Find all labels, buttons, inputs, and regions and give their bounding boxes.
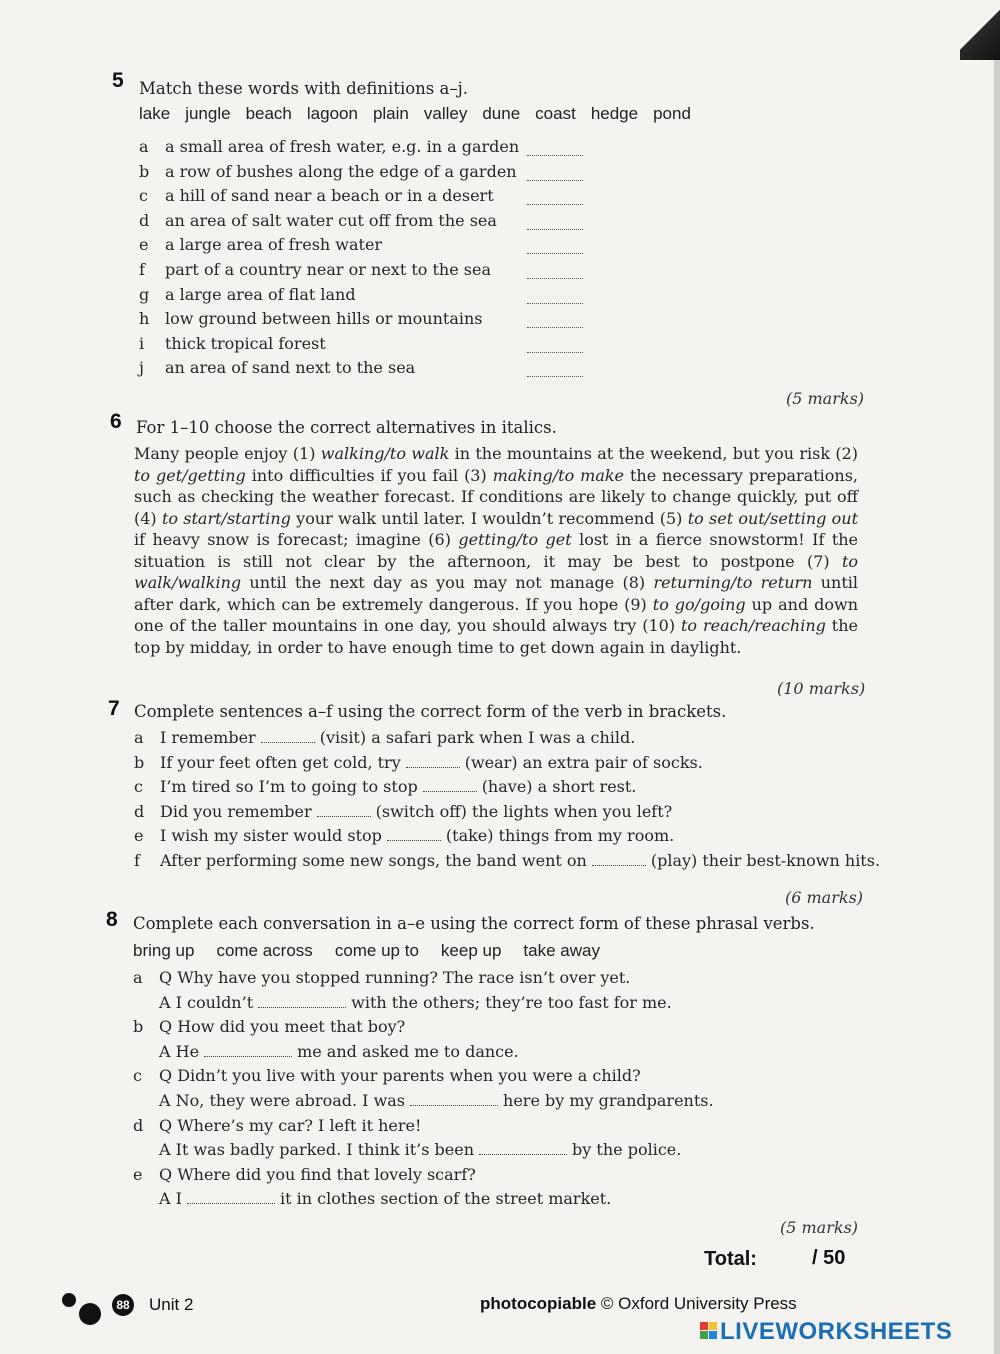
sentence-item <box>134 826 674 845</box>
sentence-start: Did you remember <box>160 801 312 821</box>
total-value: / 50 <box>812 1247 846 1269</box>
answer-blank[interactable] <box>527 204 583 205</box>
word-bank-item: lake <box>139 104 171 123</box>
question-text: Q How did you meet that boy? <box>159 1017 406 1037</box>
section-6-number: 6 <box>110 410 122 433</box>
item-text: a hill of sand near a beach or in a desert <box>165 186 494 206</box>
section-7-marks: (6 marks) <box>785 888 864 907</box>
item-letter: b <box>134 752 145 772</box>
answer-start: A I couldn’t <box>159 992 254 1012</box>
definition-item <box>139 309 483 328</box>
item-text: thick tropical forest <box>165 333 326 353</box>
definition-item <box>139 334 326 353</box>
item-text: a row of bushes along the edge of a garden <box>165 161 517 181</box>
sentence-start: After performing some new songs, the band went on <box>160 851 587 870</box>
item-letter: b <box>133 1017 144 1037</box>
answer-blank[interactable] <box>406 757 460 768</box>
footer-copyright <box>480 1294 797 1314</box>
section-8-number: 8 <box>106 908 118 931</box>
section-8-instruction: Complete each conversation in a–e using the correct form of these phrasal verbs. <box>133 914 815 933</box>
item-letter: f <box>134 851 140 870</box>
item-letter: c <box>134 777 143 797</box>
sentence-end: (play) their best-known hits. <box>650 851 881 870</box>
item-letter: d <box>133 1115 144 1135</box>
conversation-answer <box>159 1140 681 1159</box>
item-letter: e <box>139 235 149 255</box>
conversation-question <box>133 1165 476 1184</box>
item-letter: d <box>134 801 145 821</box>
phrasal-verb: come up to <box>334 941 419 960</box>
definition-item <box>139 137 519 156</box>
sentence-item <box>134 851 880 870</box>
item-letter: d <box>139 210 150 230</box>
answer-blank[interactable] <box>204 1046 292 1057</box>
item-letter: e <box>134 826 144 846</box>
conversation-question <box>133 1017 405 1036</box>
page-number: 88 <box>112 1294 134 1316</box>
sentence-item <box>134 728 635 747</box>
conversation-question <box>133 1066 641 1085</box>
section-6-paragraph <box>134 443 858 658</box>
conversation-answer <box>159 1042 519 1061</box>
choice-option[interactable]: walking/to walk <box>320 444 450 463</box>
answer-blank[interactable] <box>317 806 371 817</box>
definition-item <box>139 285 356 304</box>
sentence-item <box>134 777 636 796</box>
choice-option[interactable]: returning/to return <box>653 573 813 592</box>
word-bank-5 <box>139 104 706 124</box>
answer-start: A No, they were abroad. I was <box>159 1091 406 1110</box>
definition-item <box>139 186 494 205</box>
paragraph-text: until the next day as you may not manage (8) <box>241 573 654 592</box>
item-letter: h <box>139 309 150 329</box>
question-text: Q Didn’t you live with your parents when you were a child? <box>159 1066 641 1086</box>
item-letter: g <box>139 284 150 304</box>
word-bank-item: beach <box>245 104 292 123</box>
publisher-label: © Oxford University Press <box>596 1294 797 1313</box>
paragraph-text: if heavy snow is forecast; imagine (6) <box>134 530 459 549</box>
item-text: an area of salt water cut off from the sea <box>165 210 497 230</box>
section-5-marks: (5 marks) <box>786 389 865 408</box>
footer-dot-icon <box>79 1303 101 1325</box>
definition-item <box>139 235 382 254</box>
paragraph-text: in the mountains at the weekend, but you risk (2) <box>449 444 859 463</box>
choice-option[interactable]: getting/to get <box>458 530 572 549</box>
liveworksheets-watermark[interactable]: LIVEWORKSHEETS <box>720 1318 953 1345</box>
answer-end: here by my grandparents. <box>503 1091 714 1110</box>
answer-blank[interactable] <box>479 1144 567 1155</box>
phrasal-verb: come across <box>216 941 313 960</box>
answer-blank[interactable] <box>187 1193 275 1204</box>
section-6-marks: (10 marks) <box>777 679 866 698</box>
answer-blank[interactable] <box>527 303 583 304</box>
section-8-marks: (5 marks) <box>780 1218 859 1237</box>
word-bank-item: plain <box>372 104 409 123</box>
choice-option[interactable]: to reach/reaching <box>680 616 826 635</box>
sentence-end: (visit) a safari park when I was a child. <box>319 728 636 747</box>
answer-blank[interactable] <box>527 278 583 279</box>
answer-blank[interactable] <box>387 830 441 841</box>
sentence-item <box>134 753 703 772</box>
item-letter: a <box>139 137 149 156</box>
answer-end: me and asked me to dance. <box>297 1041 519 1061</box>
definition-item <box>139 260 491 279</box>
sentence-end: (switch off) the lights when you left? <box>375 801 673 821</box>
answer-end: by the police. <box>572 1140 682 1160</box>
item-letter: i <box>139 333 145 353</box>
question-text: Q Why have you stopped running? The race isn’t over yet. <box>159 968 631 987</box>
word-bank-item: coast <box>535 104 576 123</box>
word-bank-item: pond <box>653 104 691 123</box>
item-letter: a <box>133 968 143 987</box>
section-7-number: 7 <box>108 697 120 720</box>
item-text: a large area of fresh water <box>165 235 383 255</box>
answer-start: A It was badly parked. I think it’s been <box>159 1140 475 1160</box>
footer-dot-icon <box>62 1293 76 1307</box>
footer-unit: Unit 2 <box>149 1295 194 1314</box>
conversation-answer <box>159 993 672 1012</box>
paragraph-text: into difficulties if you fail (3) <box>245 465 493 485</box>
item-text: part of a country near or next to the sea <box>165 260 491 279</box>
section-5-number: 5 <box>112 69 124 92</box>
section-5-instruction: Match these words with definitions a–j. <box>139 79 468 98</box>
word-bank-item: lagoon <box>306 104 358 123</box>
answer-blank[interactable] <box>423 781 477 792</box>
answer-blank[interactable] <box>592 855 646 866</box>
item-text: a large area of flat land <box>165 284 356 304</box>
sentence-item <box>134 802 672 821</box>
choice-option[interactable]: to walk/walking <box>134 551 858 592</box>
answer-end: it in clothes section of the street market. <box>279 1189 612 1209</box>
answer-blank[interactable] <box>527 253 583 254</box>
answer-start: A He <box>159 1041 200 1061</box>
total-label: Total: <box>704 1248 757 1270</box>
answer-blank[interactable] <box>527 327 583 328</box>
paragraph-text: up and down one of the taller mountains in one day, you should always try (10) <box>134 594 859 635</box>
item-text: low ground between hills or mountains <box>165 309 483 329</box>
definition-item <box>139 211 497 230</box>
item-letter: e <box>133 1164 143 1184</box>
answer-blank[interactable] <box>410 1095 498 1106</box>
item-letter: f <box>139 260 145 279</box>
choice-option[interactable]: to get/getting <box>134 465 246 485</box>
sentence-start: I wish my sister would stop <box>160 826 382 846</box>
phrasal-verb: keep up <box>440 941 502 960</box>
word-bank-item: valley <box>423 104 468 123</box>
item-letter: c <box>133 1066 142 1086</box>
answer-blank[interactable] <box>261 732 315 743</box>
sentence-end: (wear) an extra pair of socks. <box>464 752 703 772</box>
answer-blank[interactable] <box>527 376 583 377</box>
sentence-end: (take) things from my room. <box>445 826 675 846</box>
paragraph-text: your walk until later. I wouldn’t recommend (5) <box>290 508 688 528</box>
sentence-end: (have) a short rest. <box>481 777 637 797</box>
item-text: an area of sand next to the sea <box>165 358 416 378</box>
photocopiable-label: photocopiable <box>480 1294 597 1313</box>
conversation-question <box>133 1116 421 1135</box>
word-bank-item: jungle <box>185 104 231 123</box>
answer-blank[interactable] <box>527 155 583 156</box>
paragraph-text: until after dark, which can be extremely dangerous. If you hope (9) <box>134 573 858 614</box>
phrasal-verb: bring up <box>133 941 195 960</box>
answer-start: A I <box>159 1189 182 1209</box>
paragraph-text: Many people enjoy (1) <box>134 444 321 463</box>
conversation-answer <box>159 1091 714 1110</box>
liveworksheets-logo-icon <box>700 1322 717 1339</box>
item-letter: j <box>139 358 144 378</box>
answer-end: with the others; they’re too fast for me. <box>351 992 672 1012</box>
page-edge <box>994 60 1000 1354</box>
item-letter: a <box>134 728 144 747</box>
section-6-instruction: For 1–10 choose the correct alternatives in italics. <box>136 418 557 437</box>
choice-option[interactable]: to set out/setting out <box>687 508 859 528</box>
sentence-start: I remember <box>160 728 256 747</box>
paragraph-text: the necessary preparations, such as checking the weather forecast. If conditions are likely to change quickly, put off (4) <box>134 465 859 528</box>
paragraph-text: the top by midday, in order to have enough time to get down again in daylight. <box>134 616 858 657</box>
answer-blank[interactable] <box>258 997 346 1008</box>
answer-blank[interactable] <box>527 180 583 181</box>
item-letter: b <box>139 161 150 181</box>
sentence-start: If your feet often get cold, try <box>160 752 401 772</box>
item-letter: c <box>139 186 148 206</box>
choice-option[interactable]: to go/going <box>652 594 746 614</box>
conversation-answer <box>159 1189 611 1208</box>
conversation-question <box>133 968 630 987</box>
paragraph-text: lost in a fierce snowstorm! If the situation is still not clear by the afternoon, it may be best to postpone (7) <box>134 530 859 571</box>
phrasal-verb: take away <box>523 941 600 960</box>
choice-option[interactable]: making/to make <box>492 465 625 485</box>
answer-blank[interactable] <box>527 352 583 353</box>
choice-option[interactable]: to start/starting <box>161 508 291 528</box>
item-text: a small area of fresh water, e.g. in a garden <box>165 137 520 156</box>
question-text: Q Where’s my car? I left it here! <box>159 1115 422 1135</box>
page-corner-shadow <box>960 0 1000 60</box>
question-text: Q Where did you find that lovely scarf? <box>159 1164 476 1184</box>
sentence-start: I’m tired so I’m to going to stop <box>160 777 418 797</box>
word-bank-item: dune <box>482 104 521 123</box>
word-bank-item: hedge <box>590 104 639 123</box>
section-7-instruction: Complete sentences a–f using the correct form of the verb in brackets. <box>134 702 727 721</box>
definition-item <box>139 358 415 377</box>
answer-blank[interactable] <box>527 229 583 230</box>
phrasal-verb-bank <box>133 941 622 961</box>
definition-item <box>139 162 517 181</box>
